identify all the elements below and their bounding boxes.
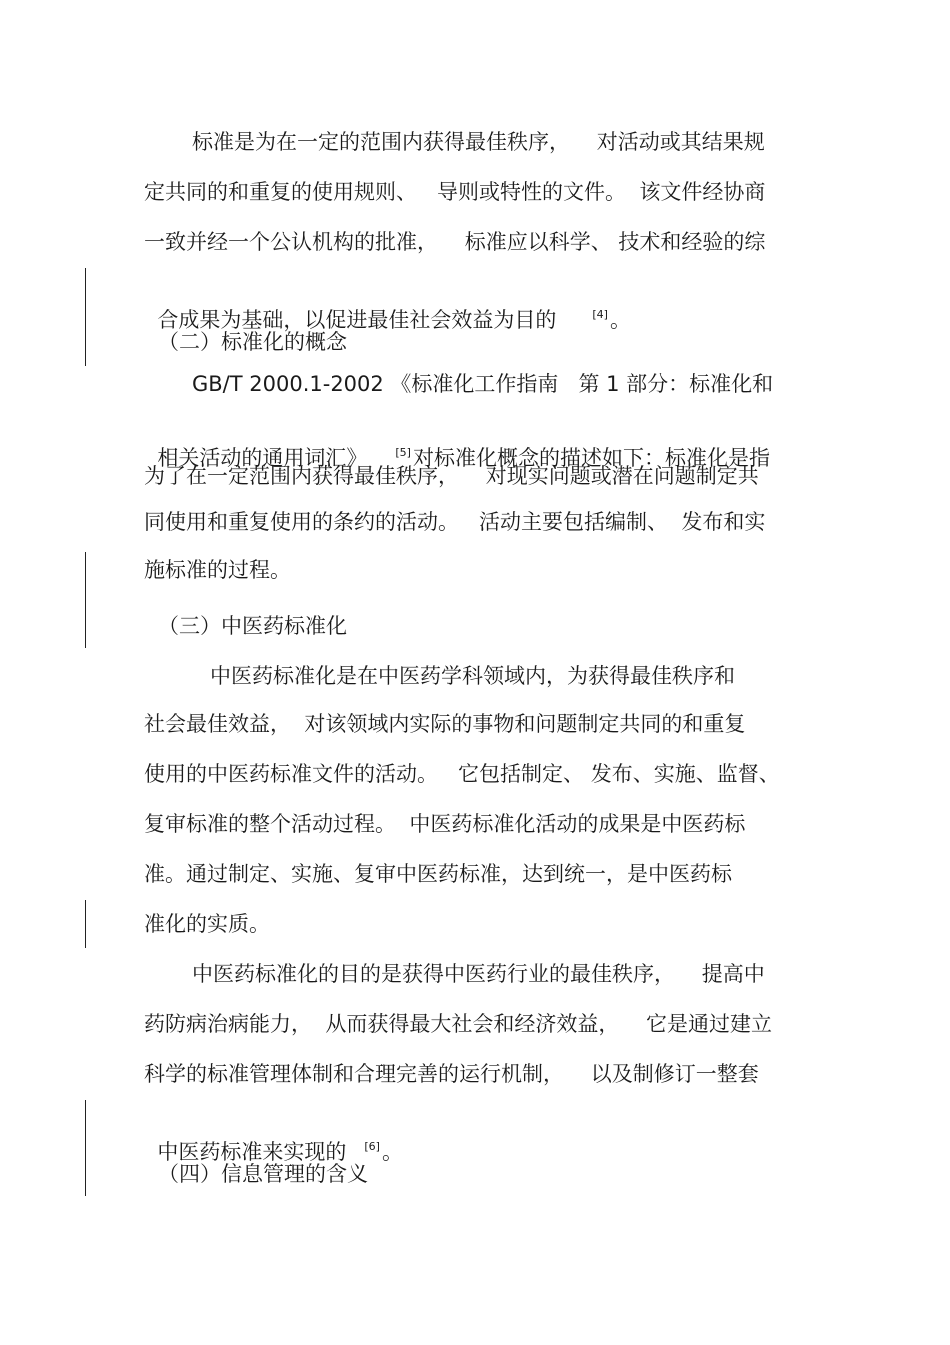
paragraph-line: 使用的中医药标准文件的活动。 它包括制定、 发布、实施、监督、 — [144, 762, 780, 786]
paragraph-line: 复审标准的整个活动过程。 中医药标准化活动的成果是中医药标 — [144, 812, 746, 836]
paragraph-line: 中医药标准化的目的是获得中医药行业的最佳秩序， 提高中 — [192, 962, 765, 986]
change-bar — [85, 900, 86, 948]
paragraph-line: 中医药标准化是在中医药学科领域内，为获得最佳秩序和 — [210, 664, 735, 688]
change-bar — [85, 552, 86, 648]
paragraph-text: 相关活动的通用词汇》 — [157, 446, 368, 470]
paragraph-text: 对标准化概念的描述如下：标准化是指 — [412, 446, 770, 470]
paragraph-text: 中医药标准来实现的 — [157, 1140, 347, 1164]
paragraph-line: 一致并经一个公认机构的批准， 标准应以科学、 技术和经验的综 — [144, 230, 766, 254]
citation-ref: [6] — [364, 1140, 380, 1153]
citation-ref: [4] — [592, 308, 608, 321]
paragraph-text: 。 — [609, 308, 631, 332]
section-heading: （三）中医药标准化 — [158, 614, 347, 638]
paragraph-text: 。 — [381, 1140, 403, 1164]
section-heading: （二）标准化的概念 — [158, 330, 347, 354]
paragraph-line: 准化的实质。 — [144, 912, 270, 936]
paragraph-line: 科学的标准管理体制和合理完善的运行机制， 以及制修订一整套 — [144, 1062, 759, 1086]
paragraph-line: GB/T 2000.1-2002 《标准化工作指南 第 1 部分：标准化和 — [192, 372, 774, 396]
paragraph-line: 社会最佳效益， 对该领域内实际的事物和问题制定共同的和重复 — [144, 712, 746, 736]
paragraph-text: 合成果为基础，以促进最佳社会效益为目的 — [157, 308, 557, 332]
paragraph-line: 为了在一定范围内获得最佳秩序， 对现实问题或潜在问题制定共 — [144, 464, 759, 488]
change-bar — [85, 1100, 86, 1196]
change-bar — [85, 268, 86, 366]
paragraph-line: 定共同的和重复的使用规则、 导则或特性的文件。 该文件经协商 — [144, 180, 766, 204]
paragraph-line: 施标准的过程。 — [144, 558, 291, 582]
paragraph-line: 准。通过制定、实施、复审中医药标准，达到统一，是中医药标 — [144, 862, 732, 886]
paragraph-line: 标准是为在一定的范围内获得最佳秩序， 对活动或其结果规 — [192, 130, 765, 154]
citation-ref: [5] — [395, 446, 411, 459]
paragraph-line: 同使用和重复使用的条约的活动。 活动主要包括编制、 发布和实 — [144, 510, 766, 534]
section-heading: （四）信息管理的含义 — [158, 1162, 368, 1186]
paragraph-line: 药防病治病能力， 从而获得最大社会和经济效益， 它是通过建立 — [144, 1012, 773, 1036]
